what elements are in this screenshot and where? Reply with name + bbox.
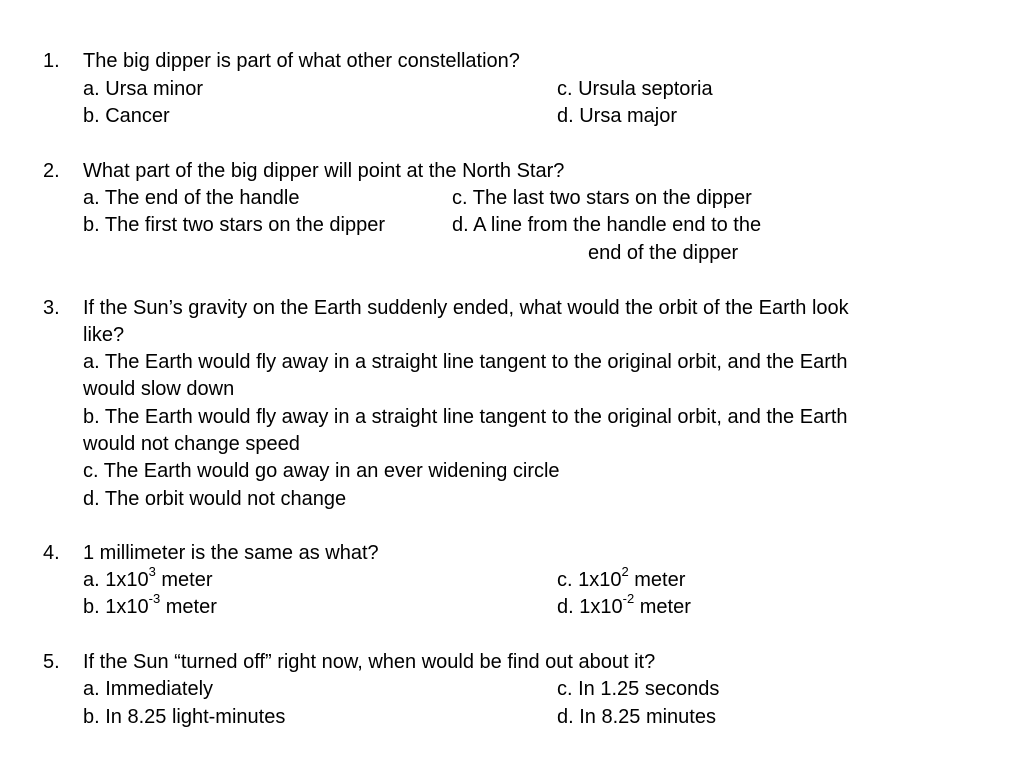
question-5-option-a: a. Immediately [83, 678, 214, 700]
question-3-prompt-line-2: like? [83, 324, 125, 346]
question-4-number: 4. [43, 542, 60, 564]
question-4-option-d: d. $1x10^{-2}$ meter [557, 591, 691, 618]
question-4-option-b: b. $1x10^{-3}$ meter [83, 591, 217, 618]
question-3-option-c: c. The Earth would go away in an ever widening circle [83, 460, 560, 482]
question-3-option-a-line-2: would slow down [83, 378, 235, 400]
question-1-option-b: b. Cancer [83, 105, 170, 127]
question-4-option-a: a. $1x10^3$ meter [83, 564, 213, 591]
question-5-option-b: b. In 8.25 light-minutes [83, 706, 286, 728]
question-1-option-a: a. Ursa minor [83, 78, 204, 100]
question-3-option-b-line-2: would not change speed [83, 433, 300, 455]
question-2-prompt: What part of the big dipper will point at the North Star? [83, 160, 565, 182]
question-1-prompt: The big dipper is part of what other constellation? [83, 50, 520, 72]
question-2-option-a: a. The end of the handle [83, 187, 300, 209]
question-4-option-c: c. $1x10^2$ meter [557, 564, 686, 591]
question-3-option-d: d. The orbit would not change [83, 488, 347, 510]
question-3-option-a-line-1: a. The Earth would fly away in a straight line tangent to the original orbit, and the Earth [83, 351, 848, 373]
question-3-prompt-line-1: If the Sun’s gravity on the Earth suddenly ended, what would the orbit of the Earth look [83, 297, 849, 319]
question-4-prompt: 1 millimeter is the same as what? [83, 542, 379, 564]
question-2-option-d: d. A line from the handle end to the [452, 214, 762, 236]
question-2-option-d-continued: end of the dipper [588, 242, 739, 264]
question-5-number: 5. [43, 651, 60, 673]
question-1-option-c: c. Ursula septoria [557, 78, 713, 100]
question-1-option-d: d. Ursa major [557, 105, 678, 127]
question-5-option-d: d. In 8.25 minutes [557, 706, 716, 728]
question-5-prompt: If the Sun “turned off” right now, when would be find out about it? [83, 651, 656, 673]
question-3-option-b-line-1: b. The Earth would fly away in a straight line tangent to the original orbit, and the Earth [83, 406, 848, 428]
question-2-option-b: b. The first two stars on the dipper [83, 214, 386, 236]
question-2-option-c: c. The last two stars on the dipper [452, 187, 752, 209]
question-2-number: 2. [43, 160, 60, 182]
question-5-option-c: c. In 1.25 seconds [557, 678, 720, 700]
question-1-number: 1. [43, 50, 60, 72]
question-3-number: 3. [43, 297, 60, 319]
